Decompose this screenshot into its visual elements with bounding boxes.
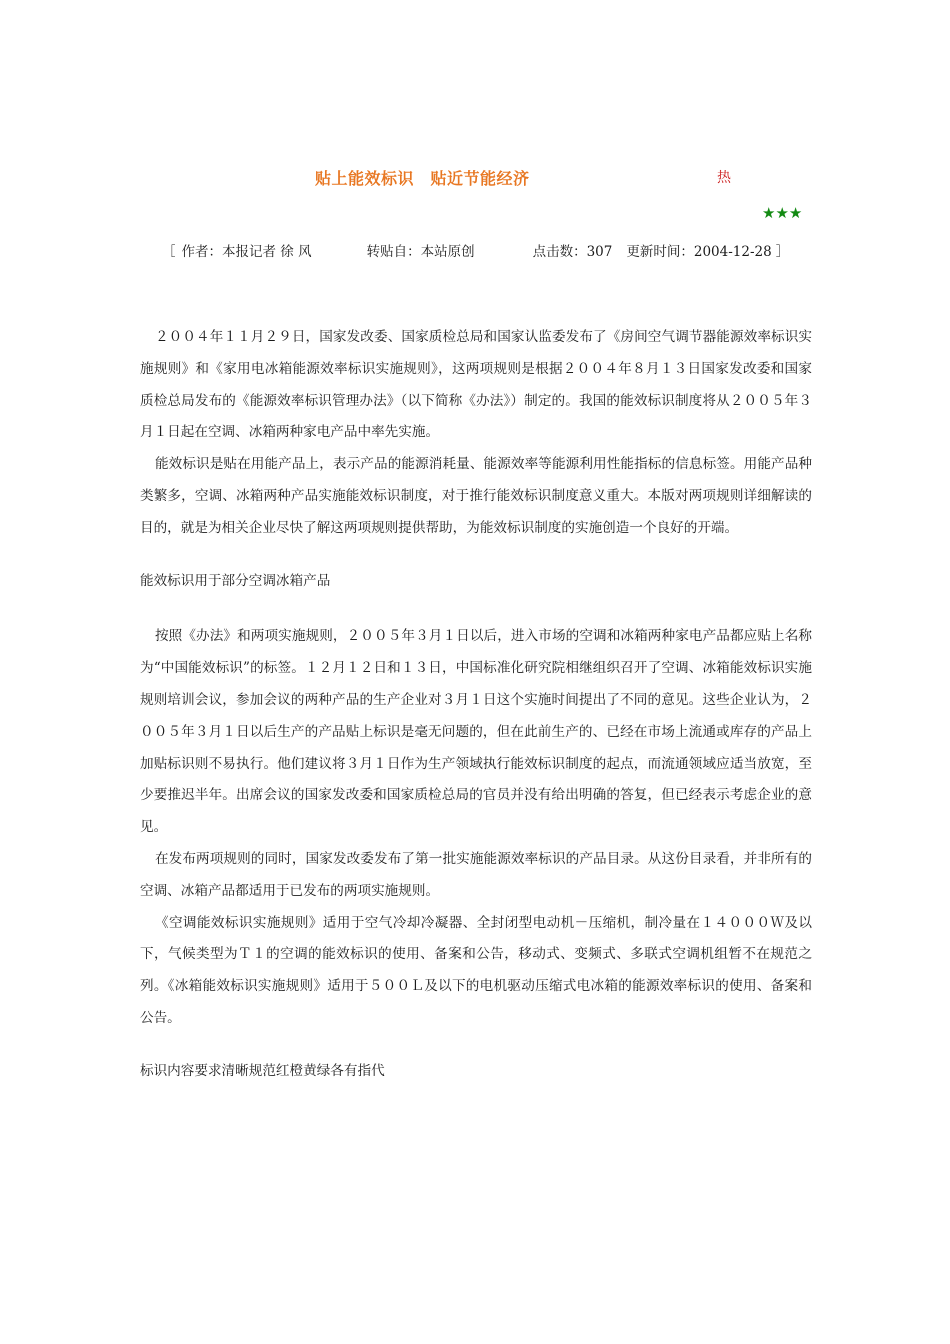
- body-paragraph: ２００４年１１月２９日，国家发改委、国家质检总局和国家认监委发布了《房间空气调节器能源效率标识实施规则》和《家用电冰箱能源效率标识实施规则》，这两项规则是根据２００４年８月１３日国家发改委和国家质检总局发布的《能源效率标识管理办法》（以下简称《办法》）制定的。我国的能效标识制度将从２００５年３月１日起在空调、冰箱两种家电产品中率先实施。: [140, 329, 812, 441]
- rating-stars: ★★★: [762, 204, 803, 222]
- article-meta: [162, 240, 789, 260]
- hot-badge: 热: [717, 170, 731, 186]
- author-value: 本报记者 徐 风: [222, 244, 312, 260]
- clicks-value: 307: [586, 244, 613, 260]
- source-value: 本站原创: [420, 244, 475, 260]
- section-heading: 标识内容要求清晰规范红橙黄绿各有指代: [140, 1062, 385, 1079]
- body-paragraph: 在发布两项规则的同时，国家发改委发布了第一批实施能源效率标识的产品目录。从这份目录看，并非所有的空调、冰箱产品都适用于已发布的两项实施规则。: [140, 850, 812, 899]
- updated-label: 更新时间：: [626, 244, 694, 260]
- updated-value: 2004-12-28: [693, 244, 772, 260]
- meta-open-bracket: ［: [162, 244, 176, 260]
- author-label: 作者：: [181, 244, 222, 260]
- body-paragraph: 《空调能效标识实施规则》适用于空气冷却冷凝器、全封闭型电动机－压缩机，制冷量在１４０００Ｗ及以下，气候类型为Ｔ１的空调的能效标识的使用、备案和公告，移动式、变频式、多联式空调机组暂不在规范之列。《冰箱能效标识实施规则》适用于５００Ｌ及以下的电机驱动压缩式电冰箱的能源效率标识的使用、备案和公告。: [140, 914, 812, 1026]
- article-title: 贴上能效标识 贴近节能经济: [315, 169, 530, 188]
- source-label: 转贴自：: [366, 244, 421, 260]
- clicks-label: 点击数：: [532, 244, 587, 260]
- body-paragraph: 按照《办法》和两项实施规则，２００５年３月１日以后，进入市场的空调和冰箱两种家电产品都应贴上名称为“中国能效标识”的标签。１２月１２日和１３日，中国标准化研究院相继组织召开了空调、冰箱能效标识实施规则培训会议，参加会议的两种产品的生产企业对３月１日这个实施时间提出了不同的意见。这些企业认为，２００５年３月１日以后生产的产品贴上标识是毫无问题的，但在此前生产的、已经在市场上流通或库存的产品上加贴标识则不易执行。他们建议将３月１日作为生产领域执行能效标识制度的起点，而流通领域应适当放宽，至少要推迟半年。出席会议的国家发改委和国家质检总局的官员并没有给出明确的答复，但已经表示考虑企业的意见。: [140, 628, 812, 836]
- meta-close-bracket: ］: [775, 244, 790, 260]
- section-heading: 能效标识用于部分空调冰箱产品: [140, 572, 331, 589]
- body-paragraph: 能效标识是贴在用能产品上，表示产品的能源消耗量、能源效率等能源利用性能指标的信息标签。用能产品种类繁多，空调、冰箱两种产品实施能效标识制度，对于推行能效标识制度意义重大。本版对两项规则详细解读的目的，就是为相关企业尽快了解这两项规则提供帮助，为能效标识制度的实施创造一个良好的开端。: [140, 456, 812, 536]
- article-body: [140, 322, 812, 1088]
